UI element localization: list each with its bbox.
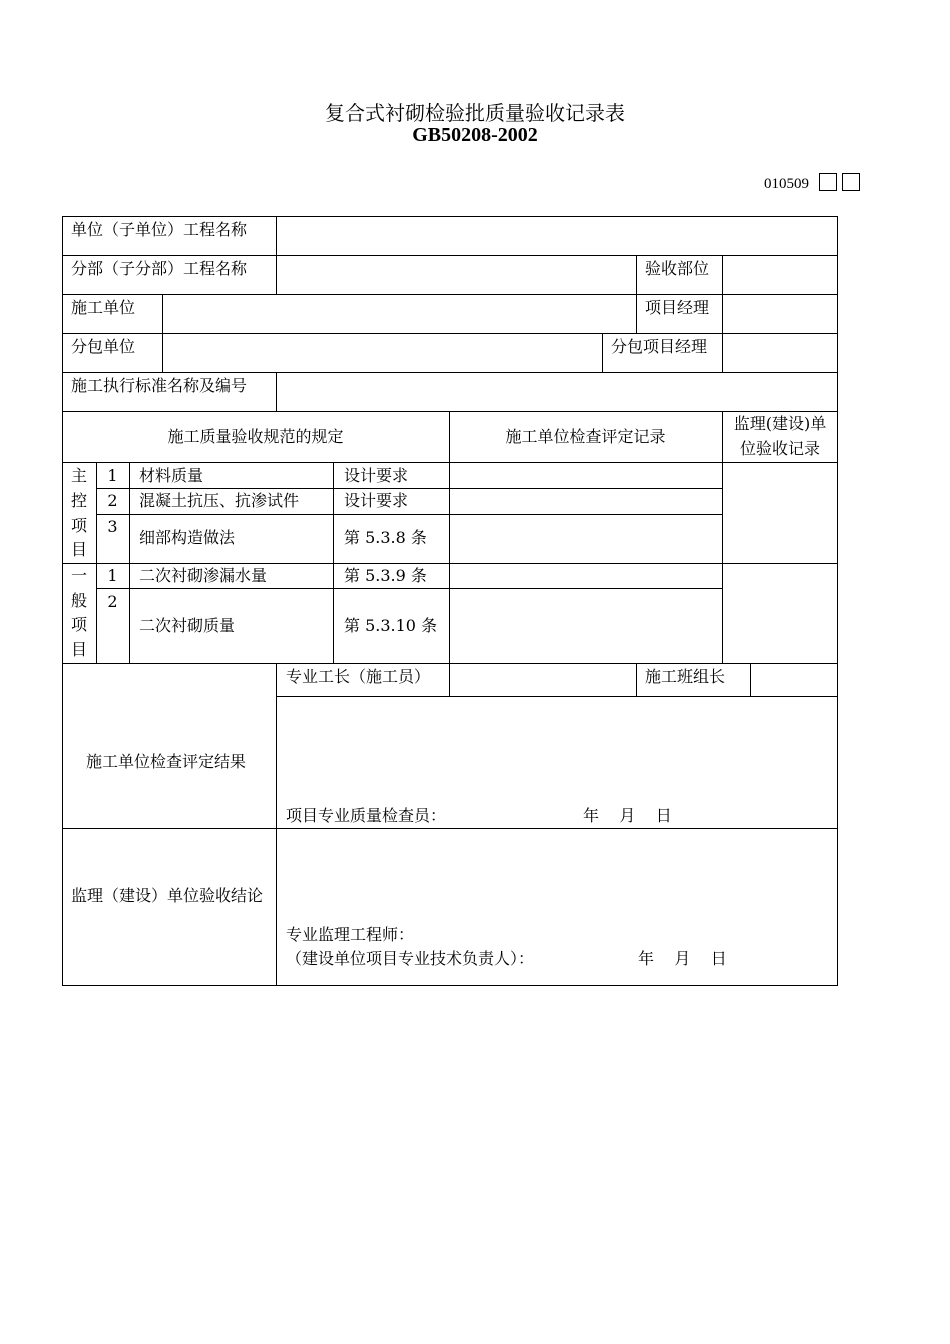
code-box-1[interactable] bbox=[819, 173, 837, 191]
project-manager-label: 项目经理 bbox=[645, 298, 710, 317]
result-date: 年 月 日 bbox=[583, 806, 672, 825]
rule-line bbox=[162, 294, 163, 372]
rule-line bbox=[96, 588, 723, 589]
item-number: 1 bbox=[107, 566, 118, 585]
rule-line bbox=[62, 216, 63, 986]
supervising-engineer-label: 专业监理工程师： bbox=[286, 925, 415, 944]
general-group-char: 一 bbox=[70, 566, 87, 585]
item-number: 2 bbox=[107, 592, 118, 611]
rule-line bbox=[722, 255, 723, 372]
item-rule: 第 5.3.9 条 bbox=[344, 566, 427, 585]
item-number: 2 bbox=[107, 491, 118, 510]
rule-line bbox=[96, 514, 723, 515]
subunit-name-label: 分部（子分部）工程名称 bbox=[71, 259, 248, 278]
quality-inspector-label: 项目专业质量检查员： bbox=[286, 806, 447, 825]
supervision-header-line2: 位验收记录 bbox=[739, 439, 820, 458]
item-rule: 设计要求 bbox=[344, 491, 409, 510]
item-rule: 第 5.3.10 条 bbox=[344, 616, 438, 635]
rule-line bbox=[333, 462, 334, 664]
subcontract-unit-label: 分包单位 bbox=[71, 337, 136, 356]
main-control-group-char: 控 bbox=[70, 491, 87, 510]
rule-line bbox=[837, 216, 838, 986]
rule-line bbox=[62, 372, 838, 373]
page-title: 复合式衬砌检验批质量验收记录表 bbox=[325, 101, 625, 125]
team-leader-label: 施工班组长 bbox=[645, 667, 726, 686]
general-group-char: 目 bbox=[70, 640, 87, 659]
item-name: 二次衬砌渗漏水量 bbox=[139, 566, 268, 585]
main-control-group-char: 项 bbox=[70, 516, 87, 535]
rule-line bbox=[62, 828, 838, 829]
rule-line bbox=[449, 663, 450, 697]
main-control-group-char: 目 bbox=[70, 540, 87, 559]
rule-line bbox=[62, 985, 838, 986]
supervision-header-line1: 监理(建设)单 bbox=[733, 414, 827, 433]
rule-line bbox=[277, 696, 838, 697]
item-rule: 第 5.3.8 条 bbox=[344, 528, 427, 547]
general-group-char: 般 bbox=[70, 591, 87, 610]
rule-line bbox=[636, 663, 637, 697]
rule-line bbox=[602, 333, 603, 372]
rule-line bbox=[750, 663, 751, 697]
owner-technical-lead-label: （建设单位项目专业技术负责人）： bbox=[286, 949, 535, 968]
code-box-2[interactable] bbox=[842, 173, 860, 191]
accept-part-label: 验收部位 bbox=[645, 259, 710, 278]
item-number: 1 bbox=[107, 466, 118, 485]
item-name: 材料质量 bbox=[139, 466, 204, 485]
rule-line bbox=[276, 216, 277, 294]
check-record-header: 施工单位检查评定记录 bbox=[505, 427, 666, 446]
rule-line bbox=[129, 462, 130, 664]
check-result-label: 施工单位检查评定结果 bbox=[86, 752, 247, 771]
item-name: 细部构造做法 bbox=[139, 528, 236, 547]
general-group-char: 项 bbox=[70, 615, 87, 634]
rule-line bbox=[276, 663, 277, 986]
item-rule: 设计要求 bbox=[344, 466, 409, 485]
form-code: 010509 bbox=[764, 176, 809, 192]
rule-line bbox=[276, 372, 277, 411]
rule-line bbox=[62, 216, 838, 217]
subcontract-manager-label: 分包项目经理 bbox=[611, 337, 708, 356]
main-control-group-char: 主 bbox=[70, 466, 87, 485]
conclusion-label: 监理（建设）单位验收结论 bbox=[71, 886, 264, 905]
item-name: 混凝土抗压、抗渗试件 bbox=[139, 491, 300, 510]
standard-code: GB50208-2002 bbox=[412, 124, 538, 146]
unit-name-label: 单位（子单位）工程名称 bbox=[71, 220, 248, 239]
foreman-label: 专业工长（施工员） bbox=[286, 667, 431, 686]
spec-header: 施工质量验收规范的规定 bbox=[167, 427, 344, 446]
standard-name-label: 施工执行标准名称及编号 bbox=[71, 376, 248, 395]
rule-line bbox=[636, 255, 637, 333]
construction-unit-label: 施工单位 bbox=[71, 298, 136, 317]
item-name: 二次衬砌质量 bbox=[139, 616, 236, 635]
conclusion-date: 年 月 日 bbox=[638, 949, 727, 968]
item-number: 3 bbox=[107, 517, 118, 536]
